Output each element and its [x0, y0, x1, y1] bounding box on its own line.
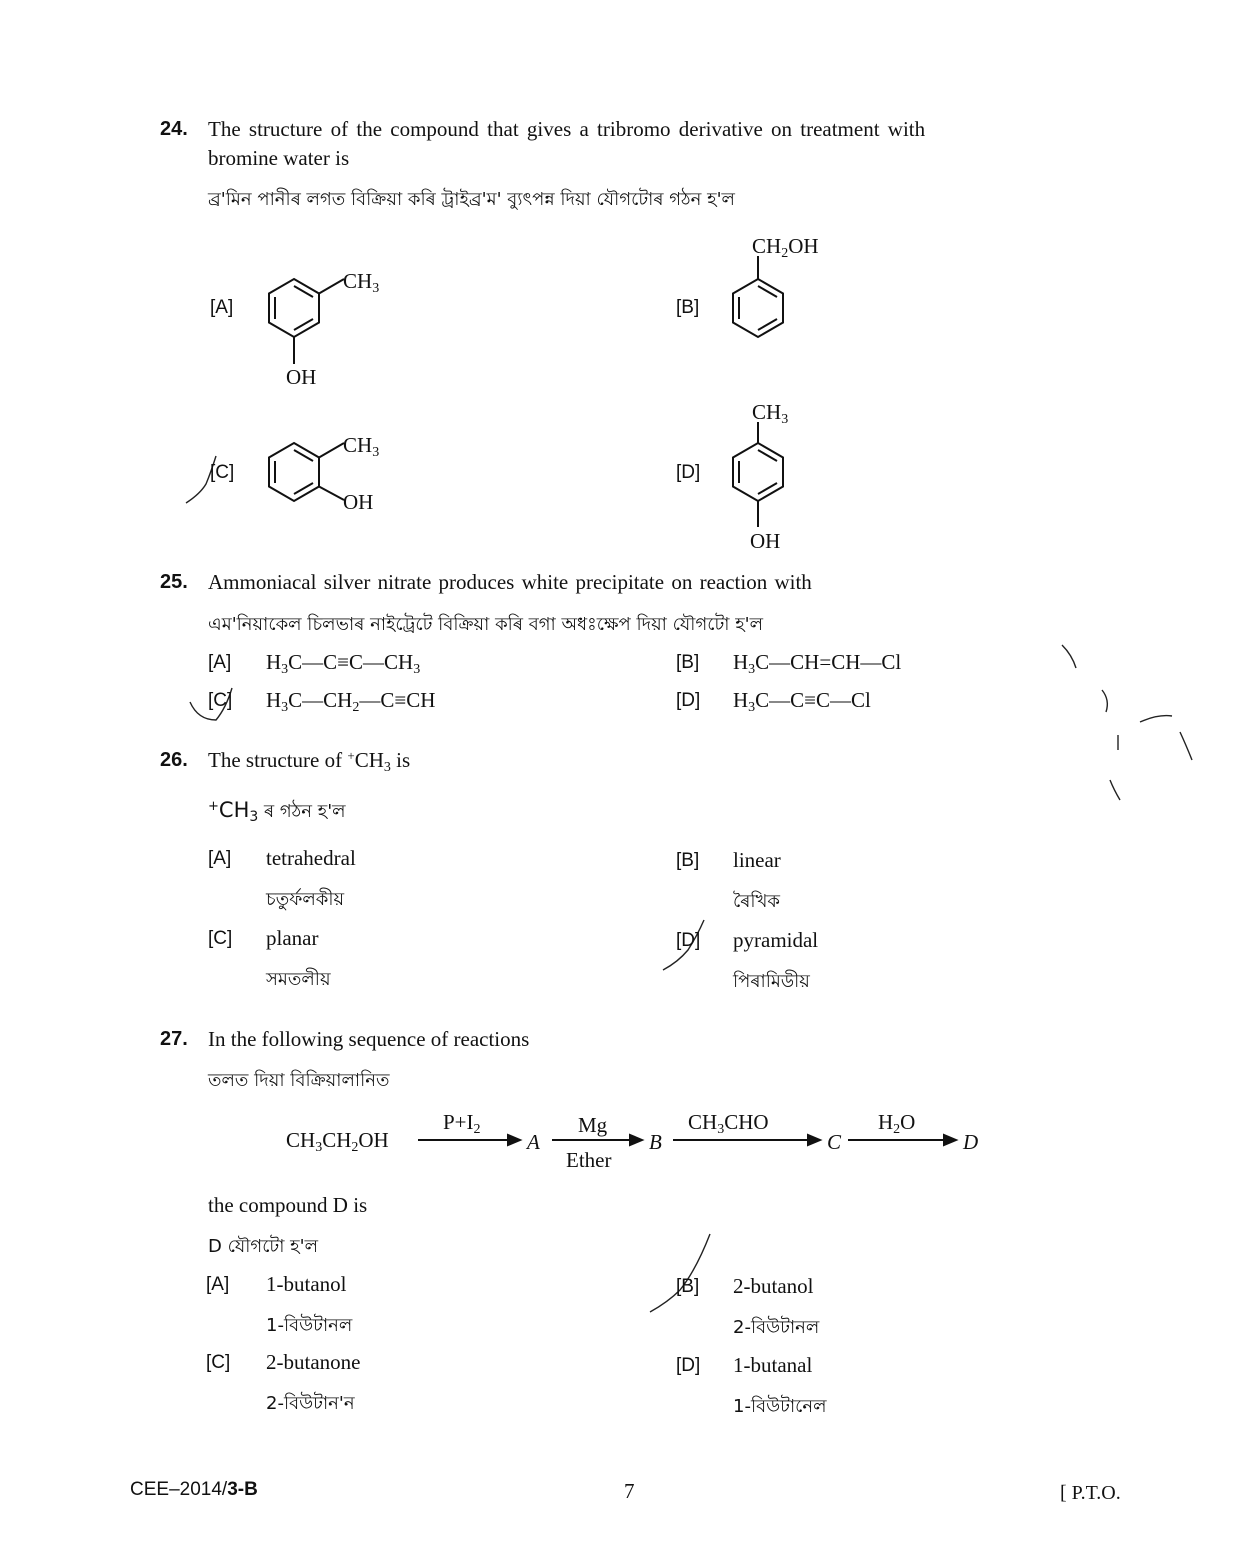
q26-text-prefix: The structure of [208, 748, 343, 772]
q27-tail-as: D যৌগটো হ'ল [208, 1236, 318, 1257]
q24-text-as: ব্ৰ'মিন পানীৰ লগত বিক্ৰিয়া কৰি ট্ৰাইব্ৰ'ম' ব্যুৎপন্ন দিয়া যৌগটোৰ গঠন হ'ল [208, 189, 735, 210]
q24-text-en-line2: bromine water is [208, 146, 350, 170]
q27-text-en: In the following sequence of reactions [208, 1027, 530, 1051]
q26-species-as: $^+CH_3$ [208, 798, 259, 825]
q27-option-a-as: 1-বিউটানল [266, 1315, 353, 1336]
paper-code-set: 3-B [227, 1479, 258, 1500]
ring-b [733, 256, 783, 337]
q27-option-c-as: 2-বিউটান'ন [266, 1393, 355, 1414]
q27-option-a-label[interactable]: [A] [206, 1274, 230, 1295]
ring-d [733, 422, 783, 527]
ring-a [269, 279, 344, 364]
q27-option-b-en: 2-butanol [733, 1274, 814, 1298]
q26-species: $^+CH_3$ [347, 748, 391, 775]
q26-text-suffix: is [396, 748, 411, 772]
scheme-d: D [963, 1130, 979, 1154]
scheme-start: $CH_3CH_2OH$ [286, 1128, 389, 1155]
q26-option-a-as: চতুৰ্ফলকীয় [266, 889, 345, 910]
q24-option-c-label[interactable]: [C] [210, 462, 235, 483]
q25-option-d-formula: $H_3C—C\equiv C—Cl$ [733, 688, 871, 715]
q25-option-b-formula: $H_3C—CH=CH—Cl$ [733, 650, 902, 677]
scheme-c: C [827, 1130, 842, 1154]
q25-option-b-label[interactable]: [B] [676, 652, 700, 673]
q27-option-d-label[interactable]: [D] [676, 1355, 701, 1376]
q25-option-c-label[interactable]: [C] [208, 690, 233, 711]
q24-a-substituent-ch3: $CH_3$ [343, 269, 380, 296]
page-number: 7 [624, 1479, 635, 1503]
q27-option-a-en: 1-butanol [266, 1272, 347, 1296]
q24-d-substituent-ch3: $CH_3$ [752, 400, 789, 427]
scheme-reagent-1: $P+I_2$ [443, 1110, 481, 1137]
q26-option-a-en: tetrahedral [266, 846, 356, 870]
q26-text-as [208, 797, 346, 828]
q24-b-substituent-ch2oh: $CH_2OH$ [752, 234, 819, 261]
paper-code-prefix: CEE–2014/ [130, 1479, 228, 1500]
q26-option-c-en: planar [266, 926, 319, 950]
question-number-26: 26. [160, 749, 188, 771]
q26-option-d-label[interactable]: [D] [676, 930, 701, 951]
q26-option-d-en: pyramidal [733, 928, 819, 952]
q26-option-b-as: ৰৈখিক [733, 891, 780, 912]
q26-option-b-label[interactable]: [B] [676, 850, 700, 871]
q24-option-d-label[interactable]: [D] [676, 462, 701, 483]
scheme-reagent-4: $H_2O$ [878, 1110, 916, 1137]
q24-text-en-line1: The structure of the compound that gives a tribromo derivative on treatment with [208, 117, 926, 141]
q25-text-en: Ammoniacal silver nitrate produces white precipitate on reaction with [208, 570, 812, 594]
q27-option-b-as: 2-বিউটানল [733, 1317, 820, 1338]
q26-option-c-as: সমতলীয় [266, 969, 331, 990]
scheme-reagent-2-bottom: Ether [566, 1148, 612, 1172]
q24-d-substituent-oh: OH [750, 529, 781, 553]
reaction-arrows [418, 1135, 956, 1145]
q26-text-en [208, 748, 411, 775]
scheme-reagent-3: $CH_3CHO$ [688, 1110, 769, 1137]
question-number-27: 27. [160, 1028, 188, 1050]
q26-option-c-label[interactable]: [C] [208, 928, 233, 949]
q26-option-b-en: linear [733, 848, 781, 872]
q24-a-substituent-oh: OH [286, 365, 317, 389]
q27-option-c-label[interactable]: [C] [206, 1352, 231, 1373]
paper-code [130, 1479, 258, 1501]
scheme-b: B [649, 1130, 662, 1154]
q27-option-d-as: 1-বিউটানেল [733, 1396, 827, 1417]
q24-option-a-label[interactable]: [A] [210, 297, 234, 318]
q24-c-substituent-ch3: $CH_3$ [343, 433, 380, 460]
q25-option-c-formula: $H_3C—CH_2—C\equiv CH$ [266, 688, 436, 715]
q27-text-as: তলত দিয়া বিক্ৰিয়ালানিত [208, 1070, 390, 1091]
scheme-reagent-2-top: Mg [578, 1113, 608, 1137]
q25-option-d-label[interactable]: [D] [676, 690, 701, 711]
q27-option-b-label[interactable]: [B] [676, 1276, 700, 1297]
q27-option-d-en: 1-butanal [733, 1353, 813, 1377]
question-number-25: 25. [160, 571, 188, 593]
q24-option-b-label[interactable]: [B] [676, 297, 700, 318]
pto-note: [ P.T.O. [1060, 1482, 1121, 1504]
q25-text-as: এম'নিয়াকেল চিলভাৰ নাইট্ৰেটে বিক্ৰিয়া কৰি বগা অধঃক্ষেপ দিয়া যৌগটো হ'ল [208, 614, 764, 635]
q25-option-a-formula: $H_3C—C\equiv C—CH_3$ [266, 650, 421, 677]
q27-option-c-en: 2-butanone [266, 1350, 361, 1374]
ring-c [269, 443, 344, 501]
q27-tail-en: the compound D is [208, 1193, 368, 1217]
q26-option-d-as: পিৰামিডীয় [733, 971, 810, 992]
q25-option-a-label[interactable]: [A] [208, 652, 232, 673]
scheme-a: A [527, 1130, 540, 1154]
q24-c-substituent-oh: OH [343, 490, 374, 514]
q26-as-suffix: ৰ গঠন হ'ল [264, 801, 346, 822]
q26-option-a-label[interactable]: [A] [208, 848, 232, 869]
question-number-24: 24. [160, 118, 188, 140]
